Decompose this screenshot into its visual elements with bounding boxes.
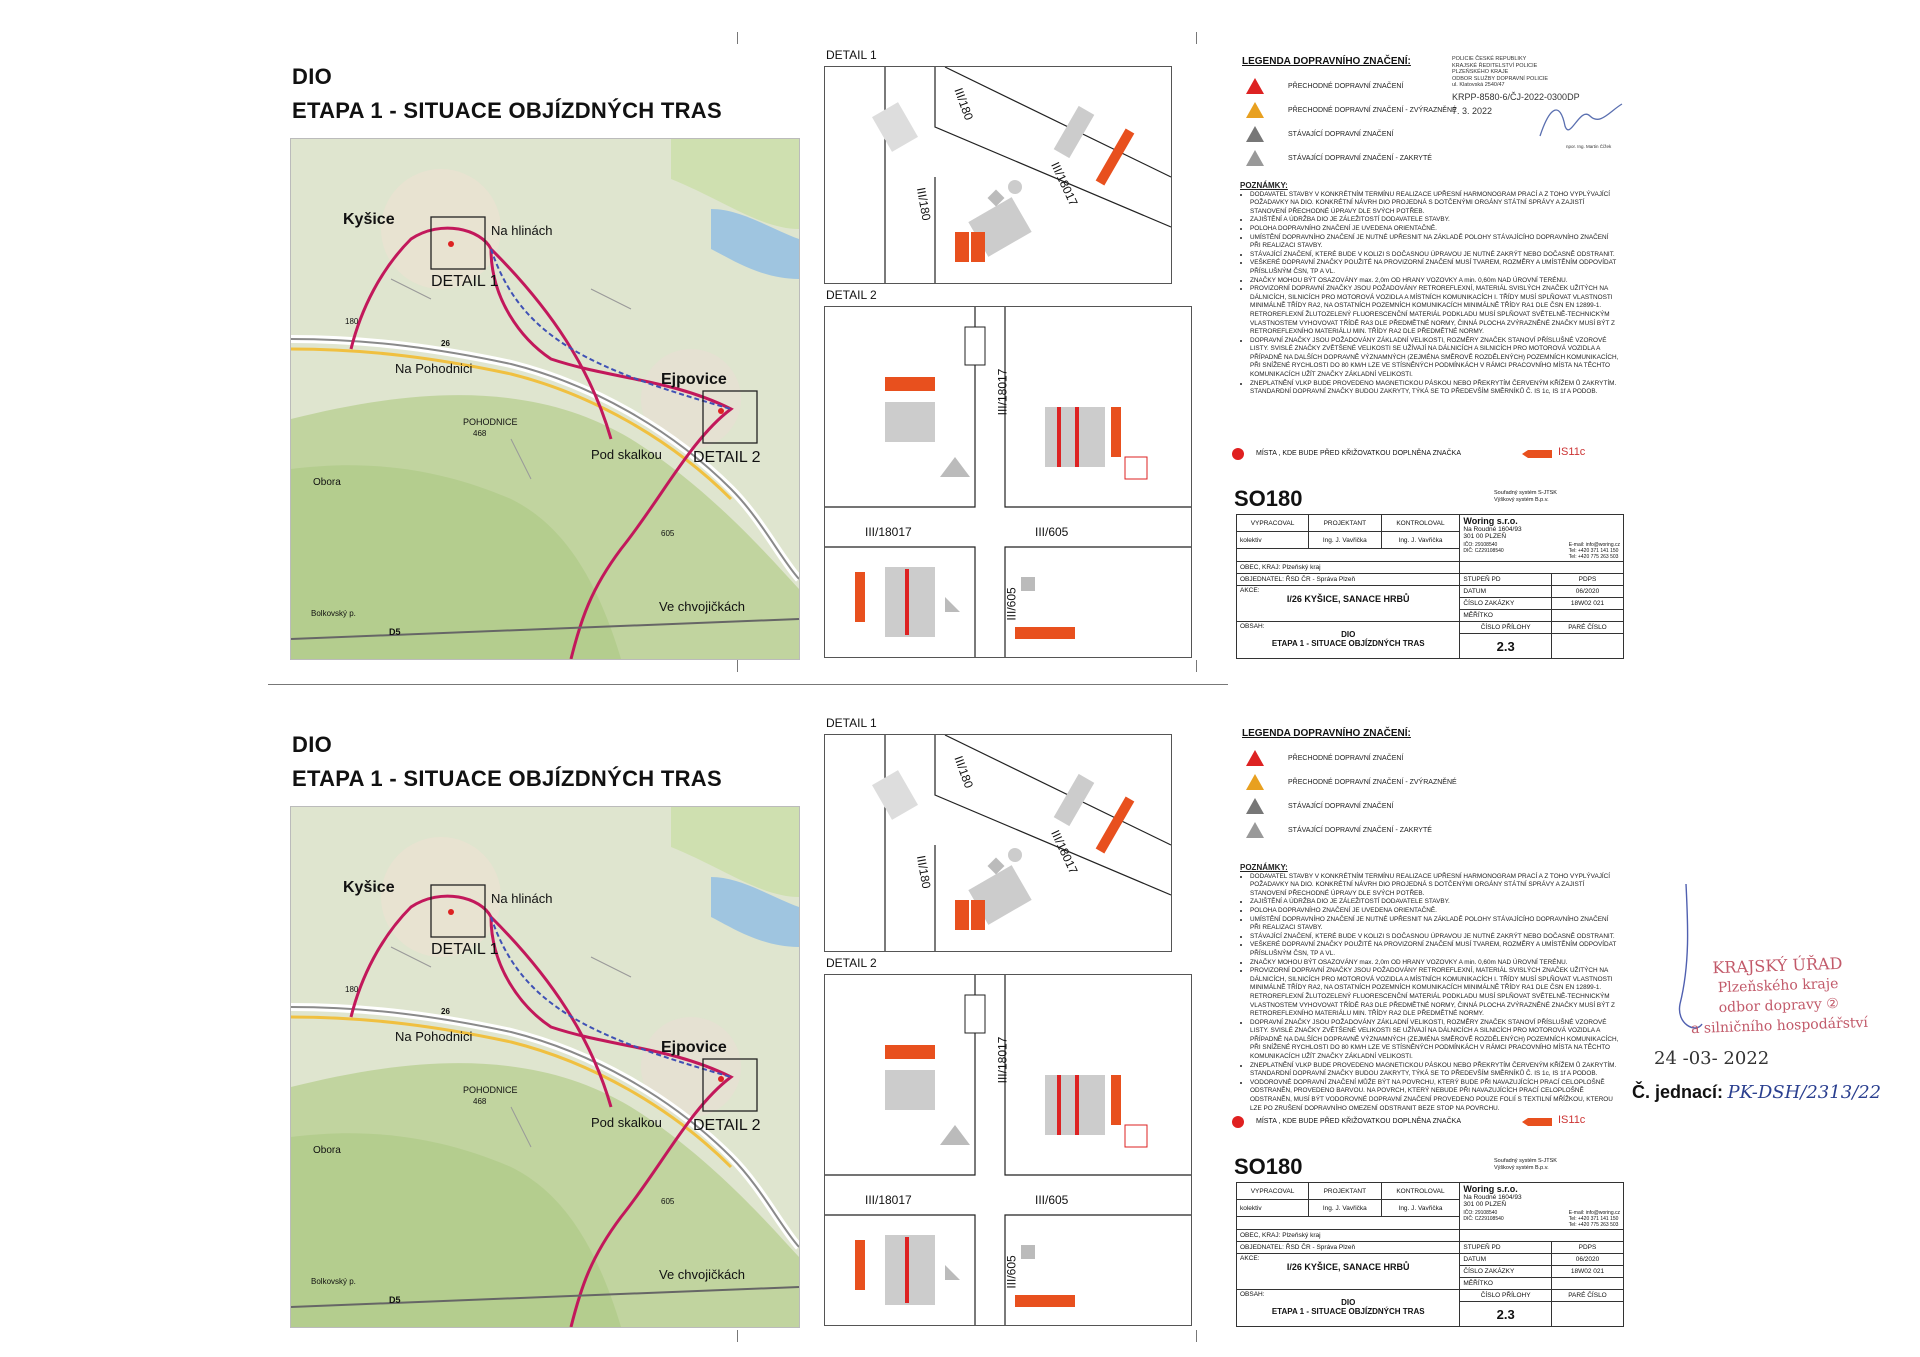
- tb-value-kontroloval: Ing. J. Vavřička: [1381, 532, 1460, 549]
- tb-company: [1460, 515, 1624, 562]
- tb-value-vypracoval: kolektiv: [1237, 1200, 1309, 1217]
- stamp-date: 24 -03- 2022: [1654, 1048, 1770, 1069]
- sheet-title-line2: ETAPA 1 - SITUACE OBJÍZDNÝCH TRAS: [292, 766, 722, 791]
- map-road-180: 180: [345, 985, 359, 994]
- map-label-ejpovice: Ejpovice: [661, 371, 727, 388]
- tb-zakazka-label: ČÍSLO ZAKÁZKY: [1460, 1266, 1552, 1278]
- note-item: • POLOHA DOPRAVNÍHO ZNAČENÍ JE UVEDENA ORIENTAČNĚ.: [1250, 225, 1620, 234]
- police-ref: KRPP-8580-6/ČJ-2022-0300DP: [1452, 92, 1580, 102]
- tb-tel2: Tel: +420 775 263 503: [1568, 1222, 1619, 1228]
- legend-item-1: PŘECHODNÉ DOPRAVNÍ ZNAČENÍ: [1288, 83, 1404, 90]
- legend-temporary-sign-icon: [1246, 78, 1264, 94]
- map-label-na-pohodnici: Na Pohodnici: [395, 361, 473, 376]
- map-label-na-hlinach: Na hlinách: [491, 891, 553, 906]
- note-item: • PROVIZORNÍ DOPRAVNÍ ZNAČKY JSOU POŽADOVÁNY RETROREFLEXNÍ, MATERIÁL SVISLÝCH ZNAČEK UŽITÝCH NA DÁLNICÍCH, SILNICÍCH PRO MOTOROVÁ VOZIDLA A MÍSTNÍCH KOMUNIKACÍCH I. TŘÍDY MUSÍ SPLŇOVAT VLASTNOSTI MINIMÁLNĚ TŘÍDY RA2, NA OSTATNÍCH POZEMNÍCH KOMUNIKACÍCH MINIMÁLNĚ TŘÍDY RA1 DLE ČSN EN 12899-1. RETROREFLEXNÍ ŽLUTOZELENÝ FLUORESCENČNÍ MATERIÁL PODKLADU MUSÍ SPLŇOVAT SVĚTELNĚ-TECHNICKÝM VLASTNOSTEM VYHOVOVAT TŘÍDĚ RA3 DLE PŘEDMĚTNÉ NORMY, ČINNÁ PLOCHA ZVÝRAZNĚNÉ ZNAČKY MUSÍ BÝT Z RETROREFLEXNÍHO MATERIÁLU MIN. TŘÍDY RA2 DLE PŘEDMĚTNÉ NORMY.: [1250, 285, 1620, 337]
- map-road-180: 180: [345, 317, 359, 326]
- tb-akce: I/26 KYŠICE, SANACE HRBŮ: [1286, 1262, 1410, 1272]
- map-label-kysice: Kyšice: [343, 211, 395, 228]
- map-label-ve-chvojickach: Ve chvojičkách: [659, 599, 745, 614]
- case-number: [1632, 1082, 1881, 1103]
- so-code: SO180: [1234, 486, 1303, 511]
- stamp-line-1: KRAJSKÝ ÚŘAD: [1712, 953, 1843, 978]
- tb-zakazka-label: ČÍSLO ZAKÁZKY: [1460, 598, 1552, 610]
- legend-title: LEGENDA DOPRAVNÍHO ZNAČENÍ:: [1242, 56, 1411, 67]
- map-label-ejpovice: Ejpovice: [661, 1039, 727, 1056]
- detail2-drawing: [824, 306, 1192, 658]
- tb-priloha: 2.3: [1460, 634, 1552, 659]
- regional-office-stamp: [1689, 953, 1869, 1039]
- police-line-1: POLICIE ČESKÉ REPUBLIKY: [1452, 56, 1527, 62]
- detail1-label: DETAIL 1: [826, 48, 877, 62]
- map-label-obora: Obora: [313, 477, 341, 488]
- map-road-26: 26: [441, 1007, 450, 1016]
- note-item: • DODAVATEL STAVBY V KONKRÉTNÍM TERMÍNU REALIZACE UPŘESNÍ HARMONOGRAM PRACÍ A Z TOHO VYPLÝVAJÍCÍ POŽADAVKY NA DIO. KONKRÉTNÍ NÁVRH DIO PROJEDNÁ S DOTČENÝMI ORGÁNY STÁTNÍ SPRÁVY A ZAJISTÍ STANOVENÍ PŘECHODNÉ ÚPRAVY DLE SVÝCH POTŘEB.: [1250, 873, 1620, 899]
- map-label-pohodnice: POHODNICE: [463, 1085, 518, 1095]
- crop-mark: [737, 660, 738, 672]
- tb-company-addr-2: 301 00 PLZEŇ: [1463, 533, 1507, 540]
- notes: [1240, 864, 1620, 1113]
- map-label-detail1: DETAIL 1: [431, 941, 499, 958]
- red-dot-icon: [1232, 1116, 1244, 1128]
- legend-item-3: STÁVAJÍCÍ DOPRAVNÍ ZNAČENÍ: [1288, 131, 1394, 138]
- legend-covered-sign-icon: [1246, 150, 1264, 166]
- legend-item-2: PŘECHODNÉ DOPRAVNÍ ZNAČENÍ - ZVÝRAZNĚNÉ: [1288, 779, 1457, 786]
- coordinate-system: [1494, 490, 1557, 504]
- tb-obsah-2: ETAPA 1 - SITUACE OBJÍZDNÝCH TRAS: [1271, 1307, 1425, 1316]
- stamp-number: ②: [1825, 995, 1840, 1013]
- detail2-road-2: III/18017: [865, 525, 912, 539]
- tb-meritko-label: MĚŘÍTKO: [1460, 610, 1552, 622]
- tb-obsah-label: OBSAH:: [1240, 623, 1265, 630]
- tb-email: E-mail: info@woring.cz: [1568, 542, 1620, 548]
- system-line-1: Souřadný systém S-JTSK: [1494, 1158, 1557, 1164]
- police-line-3: PLZEŇSKÉHO KRAJE: [1452, 69, 1509, 75]
- map-road-26: 26: [441, 339, 450, 348]
- map-label-na-hlinach: Na hlinách: [491, 223, 553, 238]
- tb-akce: I/26 KYŠICE, SANACE HRBŮ: [1286, 594, 1410, 604]
- note-item: • DOPRAVNÍ ZNAČKY JSOU POŽADOVÁNY ZÁKLADNÍ VELIKOSTI, ROZMĚRY ZNAČEK STANOVÍ PŘÍSLUŠNÉ VZOROVÉ LISTY. SVISLÉ ZNAČKY ZVĚTŠENÉ VELIKOSTI SE UŽÍVAJÍ NA DÁLNICÍCH A SILNICÍCH PRO MOTOROVÁ VOZIDLA A PŘÍPADNĚ NA DALŠÍCH DOPRAVNĚ VÝZNAMNÝCH (ZEJMÉNA SMĚROVĚ ROZDĚLENÝCH) POZEMNÍCH KOMUNIKACÍCH, PŘI SNÍŽENÉ RYCHLOSTI DO 80 KM/H LZE VE STÍSNĚNÝCH PODMÍNKÁCH V RÁMCI PRACOVNÍHO MÍSTA NA TĚCHTO KOMUNIKACÍCH UŽÍT ZNAČKY ZÁKLADNÍ VELIKOSTI.: [1250, 1019, 1620, 1062]
- tb-header-projektant: PROJEKTANT: [1309, 515, 1382, 532]
- so-code: SO180: [1234, 1154, 1303, 1179]
- detail2-label: DETAIL 2: [826, 956, 877, 970]
- tb-datum-label: DATUM: [1460, 1254, 1552, 1266]
- crop-mark: [737, 32, 738, 44]
- tb-zakazka: 18W02 021: [1551, 1266, 1623, 1278]
- tb-dic: DIČ: CZ29108540: [1463, 548, 1504, 554]
- legend-item-2: PŘECHODNÉ DOPRAVNÍ ZNAČENÍ - ZVÝRAZNĚNÉ: [1288, 107, 1457, 114]
- legend-temporary-sign-icon: [1246, 750, 1264, 766]
- legend-item-1: PŘECHODNÉ DOPRAVNÍ ZNAČENÍ: [1288, 755, 1404, 762]
- legend-highlighted-sign-icon: [1246, 774, 1264, 790]
- note-item: • ZNAČKY MOHOU BÝT OSAZOVÁNY max. 2,0m OD HRANY VOZOVKY A min. 0,60m NAD ÚROVNÍ TERÉNU.: [1250, 277, 1620, 286]
- note-item: • PROVIZORNÍ DOPRAVNÍ ZNAČKY JSOU POŽADOVÁNY RETROREFLEXNÍ, MATERIÁL SVISLÝCH ZNAČEK UŽITÝCH NA DÁLNICÍCH, SILNICÍCH PRO MOTOROVÁ VOZIDLA A MÍSTNÍCH KOMUNIKACÍCH I. TŘÍDY MUSÍ SPLŇOVAT VLASTNOSTI MINIMÁLNĚ TŘÍDY RA2, NA OSTATNÍCH POZEMNÍCH KOMUNIKACÍCH MINIMÁLNĚ TŘÍDY RA1 DLE ČSN EN 12899-1. RETROREFLEXNÍ ŽLUTOZELENÝ FLUORESCENČNÍ MATERIÁL PODKLADU MUSÍ SPLŇOVAT SVĚTELNĚ-TECHNICKÝM VLASTNOSTEM VYHOVOVAT TŘÍDĚ RA3 DLE PŘEDMĚTNÉ NORMY, ČINNÁ PLOCHA ZVÝRAZNĚNÉ ZNAČKY MUSÍ BÝT Z RETROREFLEXNÍHO MATERIÁLU MIN. TŘÍDY RA2 DLE PŘEDMĚTNÉ NORMY.: [1250, 967, 1620, 1019]
- detail1-road-2: III/180: [913, 854, 934, 890]
- note-item: • DODAVATEL STAVBY V KONKRÉTNÍM TERMÍNU REALIZACE UPŘESNÍ HARMONOGRAM PRACÍ A Z TOHO VYPLÝVAJÍCÍ POŽADAVKY NA DIO. KONKRÉTNÍ NÁVRH DIO PROJEDNÁ S DOTČENÝMI ORGÁNY STÁTNÍ SPRÁVY A ZAJISTÍ STANOVENÍ PŘECHODNÉ ÚPRAVY DLE SVÝCH POTŘEB.: [1250, 191, 1620, 217]
- map-label-bolkovsky: Bolkovský p.: [311, 1277, 356, 1286]
- tb-stupen-label: STUPEŇ PD: [1460, 1242, 1552, 1254]
- detail2-label: DETAIL 2: [826, 288, 877, 302]
- tb-obec: Plzeňský kraj: [1282, 564, 1321, 571]
- tb-value-kontroloval: Ing. J. Vavřička: [1381, 1200, 1460, 1217]
- tb-company-name: Woring s.r.o.: [1463, 516, 1518, 526]
- detail2-road-3: III/605: [1035, 1193, 1069, 1207]
- tb-stupen: PDPS: [1551, 574, 1623, 586]
- legend-existing-sign-icon: [1246, 126, 1264, 142]
- marker-legend: [1232, 446, 1652, 466]
- tb-value-projektant: Ing. J. Vavřička: [1309, 1200, 1382, 1217]
- detail2-drawing: [824, 974, 1192, 1326]
- note-item: • POLOHA DOPRAVNÍHO ZNAČENÍ JE UVEDENA ORIENTAČNĚ.: [1250, 907, 1620, 916]
- tb-value-projektant: Ing. J. Vavřička: [1309, 532, 1382, 549]
- map-label-ve-chvojickach: Ve chvojičkách: [659, 1267, 745, 1282]
- note-item: • ZNEPLATNĚNÍ VLKP BUDE PROVEDENO MAGNETICKOU PÁSKOU NEBO PŘEKRYTÍM ČERVENÝM KŘÍŽEM Ů ZAKRYTÍM. STANDARDNÍ DOPRAVNÍ ZNAČKY BUDOU ZAKRYTY, TÝKÁ SE TO PŘEDEVŠÍM SMĚRNÍKŮ Č. IS 1c, IS 1f A PODOB.: [1250, 1062, 1620, 1079]
- map-label-pod-skalkou: Pod skalkou: [591, 1115, 662, 1130]
- tb-company-name: Woring s.r.o.: [1463, 1184, 1518, 1194]
- tb-objednatel: ŘSD ČR - Správa Plzeň: [1285, 576, 1356, 583]
- police-line-2: KRAJSKÉ ŘEDITELSTVÍ POLICIE: [1452, 62, 1538, 69]
- map-label-spot-height: 468: [473, 1097, 487, 1106]
- detail2-road-4: III/605: [1004, 1255, 1019, 1289]
- detail1-road-1: III/180: [951, 753, 976, 791]
- tb-obsah-1: DIO: [1341, 630, 1356, 639]
- tb-stupen: PDPS: [1551, 1242, 1623, 1254]
- tb-company: [1460, 1183, 1624, 1230]
- tb-stupen-label: STUPEŇ PD: [1460, 574, 1552, 586]
- note-item: • STÁVAJÍCÍ ZNAČENÍ, KTERÉ BUDE V KOLIZI S DOČASNOU ÚPRAVOU JE NUTNÉ ZAKRÝT NEBO DOČASNĚ ODSTRANIT.: [1250, 933, 1620, 942]
- title-block: [1236, 1182, 1624, 1327]
- tb-header-vypracoval: VYPRACOVAL: [1237, 1183, 1309, 1200]
- map-label-detail2: DETAIL 2: [693, 449, 761, 466]
- detail1-road-3: III/18017: [1048, 827, 1081, 877]
- sheet-title-line2: ETAPA 1 - SITUACE OBJÍZDNÝCH TRAS: [292, 98, 722, 123]
- tb-header-kontroloval: KONTROLOVAL: [1381, 515, 1460, 532]
- note-item: • STÁVAJÍCÍ ZNAČENÍ, KTERÉ BUDE V KOLIZI S DOČASNOU ÚPRAVOU JE NUTNÉ ZAKRÝT NEBO DOČASNĚ ODSTRANIT.: [1250, 251, 1620, 260]
- notes-title: POZNÁMKY:: [1240, 863, 1288, 872]
- note-item: • ZAJIŠTĚNÍ A ÚDRŽBA DIO JE ZÁLEŽITOSTÍ DODAVATELE STAVBY.: [1250, 216, 1620, 225]
- legend-item-4: STÁVAJÍCÍ DOPRAVNÍ ZNAČENÍ - ZAKRYTÉ: [1288, 155, 1432, 162]
- note-item: • UMÍSTĚNÍ DOPRAVNÍHO ZNAČENÍ JE NUTNÉ UPŘESNIT NA ZÁKLADĚ POLOHY STÁVAJÍCÍHO DOPRAVNÍHO ZNAČENÍ PŘI REALIZACI STAVBY.: [1250, 234, 1620, 251]
- map-road-605: 605: [661, 1197, 675, 1206]
- notes-list: [1240, 191, 1620, 397]
- legend-highlighted-sign-icon: [1246, 102, 1264, 118]
- tb-tel1: Tel: +420 371 141 150: [1568, 548, 1619, 554]
- detail1-road-1: III/180: [951, 85, 976, 123]
- tb-objednatel-label: OBJEDNATEL:: [1240, 576, 1284, 583]
- sheet-title-line1: DIO: [292, 732, 333, 757]
- detail1-drawing: [824, 734, 1172, 952]
- stamp-line-2: Plzeňského kraje: [1717, 975, 1839, 997]
- tb-company-addr-2: 301 00 PLZEŇ: [1463, 1201, 1507, 1208]
- tb-meritko-label: MĚŘÍTKO: [1460, 1278, 1552, 1290]
- note-item-extra: • VODOROVNÉ DOPRAVNÍ ZNAČENÍ MŮŽE BÝT NA POVRCHU, KTERÝ BUDE PŘI NAVAZUJÍCÍCH PRACÍ CELOPLOŠNĚ ODSTRANĚN, PROVEDENO BARVOU. NA POVRCH, KTERÝ NEBUDE PŘI NAVAZUJÍCÍCH PRACÍ CELOPLOŠNĚ ODSTRANĚN, MUSÍ BÝT VODOROVNÉ DOPRAVNÍ ZNAČENÍ PROVEDENO POUZE FOLIÍ S TEXTILNÍ MŘÍŽKOU, KTEROU LZE PO ZRUŠENÍ DOPRAVNÍHO OMEZENÍ ODSTRANIT BEZE STOP NA POVRCHU.: [1250, 1079, 1620, 1113]
- map-label-spot-height: 468: [473, 429, 487, 438]
- map-road-605: 605: [661, 529, 675, 538]
- police-officer: npor. Ing. Martin Čížek: [1566, 144, 1612, 149]
- police-signature-icon: [1530, 96, 1630, 142]
- stamp-line-4: a silničního hospodářství: [1690, 1014, 1869, 1038]
- detail2-road-3: III/605: [1035, 525, 1069, 539]
- police-line-5: ul. Klatovská 2540/47: [1452, 82, 1505, 88]
- sheet-title-line1: DIO: [292, 64, 333, 89]
- case-number-label: Č. jednací:: [1632, 1082, 1724, 1102]
- note-item: • ZNEPLATNĚNÍ VLKP BUDE PROVEDENO MAGNETICKOU PÁSKOU NEBO PŘEKRYTÍM ČERVENÝM KŘÍŽEM Ů ZAKRYTÍM. STANDARDNÍ DOPRAVNÍ ZNAČKY BUDOU ZAKRYTY, TÝKÁ SE TO PŘEDEVŠÍM SMĚRNÍKŮ Č. IS 1c, IS 1f A PODOB.: [1250, 380, 1620, 397]
- tb-priloha: 2.3: [1460, 1302, 1552, 1327]
- system-line-2: Výškový systém B.p.v.: [1494, 497, 1549, 503]
- tb-header-vypracoval: VYPRACOVAL: [1237, 515, 1309, 532]
- is11c-sign-icon: [1522, 1118, 1552, 1126]
- marker-text: MÍSTA , KDE BUDE PŘED KŘIŽOVATKOU DOPLNĚNA ZNAČKA: [1256, 1118, 1461, 1125]
- notes-list: [1240, 873, 1620, 1114]
- tb-obsah-1: DIO: [1341, 1298, 1356, 1307]
- tb-header-kontroloval: KONTROLOVAL: [1381, 1183, 1460, 1200]
- case-number-value: PK-DSH/2313/22: [1727, 1082, 1882, 1103]
- marker-legend: [1232, 1114, 1652, 1134]
- system-line-1: Souřadný systém S-JTSK: [1494, 490, 1557, 496]
- tb-datum: 06/2020: [1551, 1254, 1623, 1266]
- drawing-sheet: [0, 20, 1920, 680]
- tb-akce-label: AKCE:: [1240, 587, 1260, 594]
- tb-pare-label: PARÉ ČÍSLO: [1551, 622, 1623, 634]
- note-item: • VEŠKERÉ DOPRAVNÍ ZNAČKY POUŽITÉ NA PROVIZORNÍ ZNAČENÍ MUSÍ TVAREM, ROZMĚRY A UMÍSTĚNÍM ODPOVÍDAT PŘÍSLUŠNÝM ČSN, TP A VL.: [1250, 941, 1620, 958]
- tb-company-addr-1: Na Roudné 1604/93: [1463, 526, 1522, 533]
- marker-sign-code: IS11c: [1558, 446, 1586, 458]
- tb-tel1: Tel: +420 371 141 150: [1568, 1216, 1619, 1222]
- overview-map: [290, 806, 800, 1328]
- map-label-pod-skalkou: Pod skalkou: [591, 447, 662, 462]
- detail1-label: DETAIL 1: [826, 716, 877, 730]
- legend: [1244, 750, 1504, 846]
- tb-pare-label: PARÉ ČÍSLO: [1551, 1290, 1623, 1302]
- sheet-divider: [268, 684, 1228, 685]
- marker-sign-code: IS11c: [1558, 1114, 1586, 1126]
- tb-datum: 06/2020: [1551, 586, 1623, 598]
- tb-priloha-label: ČÍSLO PŘÍLOHY: [1460, 622, 1552, 634]
- detail2-road-1: III/18017: [995, 368, 1010, 416]
- map-label-bolkovsky: Bolkovský p.: [311, 609, 356, 618]
- note-item: • DOPRAVNÍ ZNAČKY JSOU POŽADOVÁNY ZÁKLADNÍ VELIKOSTI, ROZMĚRY ZNAČEK STANOVÍ PŘÍSLUŠNÉ VZOROVÉ LISTY. SVISLÉ ZNAČKY ZVĚTŠENÉ VELIKOSTI SE UŽÍVAJÍ NA DÁLNICÍCH A SILNICÍCH PRO MOTOROVÁ VOZIDLA A PŘÍPADNĚ NA DALŠÍCH DOPRAVNĚ VÝZNAMNÝCH (ZEJMÉNA SMĚROVĚ ROZDĚLENÝCH) POZEMNÍCH KOMUNIKACÍCH, PŘI SNÍŽENÉ RYCHLOSTI DO 80 KM/H LZE VE STÍSNĚNÝCH PODMÍNKÁCH V RÁMCI PRACOVNÍHO MÍSTA NA TĚCHTO KOMUNIKACÍCH UŽÍT ZNAČKY ZÁKLADNÍ VELIKOSTI.: [1250, 337, 1620, 380]
- crop-mark: [1196, 660, 1197, 672]
- police-line-4: ODBOR SLUŽBY DOPRAVNÍ POLICIE: [1452, 75, 1549, 82]
- map-road-d5: D5: [389, 627, 401, 637]
- tb-priloha-label: ČÍSLO PŘÍLOHY: [1460, 1290, 1552, 1302]
- map-label-pohodnice: POHODNICE: [463, 417, 518, 427]
- detail1-drawing: [824, 66, 1172, 284]
- coordinate-system: [1494, 1158, 1557, 1172]
- map-label-detail2: DETAIL 2: [693, 1117, 761, 1134]
- marker-text: MÍSTA , KDE BUDE PŘED KŘIŽOVATKOU DOPLNĚNA ZNAČKA: [1256, 450, 1461, 457]
- detail1-graphic: [825, 735, 1171, 951]
- legend-covered-sign-icon: [1246, 822, 1264, 838]
- system-line-2: Výškový systém B.p.v.: [1494, 1165, 1549, 1171]
- tb-meritko: [1551, 610, 1623, 622]
- tb-ico: IČO: 29108540: [1463, 542, 1498, 548]
- detail1-road-3: III/18017: [1048, 159, 1081, 209]
- detail2-road-1: III/18017: [995, 1036, 1010, 1084]
- map-label-obora: Obora: [313, 1145, 341, 1156]
- crop-mark: [1196, 32, 1197, 44]
- tb-email: E-mail: info@woring.cz: [1568, 1210, 1620, 1216]
- map-label-na-pohodnici: Na Pohodnici: [395, 1029, 473, 1044]
- note-item: • ZNAČKY MOHOU BÝT OSAZOVÁNY max. 2,0m OD HRANY VOZOVKY A min. 0,60m NAD ÚROVNÍ TERÉNU.: [1250, 959, 1620, 968]
- crop-mark: [1196, 1330, 1197, 1342]
- tb-tel2: Tel: +420 775 263 503: [1568, 554, 1619, 560]
- legend-title: LEGENDA DOPRAVNÍHO ZNAČENÍ:: [1242, 728, 1411, 739]
- notes-title: POZNÁMKY:: [1240, 181, 1288, 190]
- detail2-road-2: III/18017: [865, 1193, 912, 1207]
- tb-meritko: [1551, 1278, 1623, 1290]
- stamp-line-3: odbor dopravy: [1718, 996, 1823, 1017]
- map-label-kysice: Kyšice: [343, 879, 395, 896]
- note-item: • VEŠKERÉ DOPRAVNÍ ZNAČKY POUŽITÉ NA PROVIZORNÍ ZNAČENÍ MUSÍ TVAREM, ROZMĚRY A UMÍSTĚNÍM ODPOVÍDAT PŘÍSLUŠNÝM ČSN, TP A VL.: [1250, 259, 1620, 276]
- crop-mark: [737, 1330, 738, 1342]
- tb-objednatel-label: OBJEDNATEL:: [1240, 1244, 1284, 1251]
- map-label-detail1: DETAIL 1: [431, 273, 499, 290]
- tb-datum-label: DATUM: [1460, 586, 1552, 598]
- tb-company-addr-1: Na Roudné 1604/93: [1463, 1194, 1522, 1201]
- notes: [1240, 182, 1620, 397]
- police-stamp: [1452, 56, 1548, 89]
- detail1-graphic: [825, 67, 1171, 283]
- tb-obec-label: OBEC, KRAJ:: [1240, 1232, 1281, 1239]
- detail2-road-4: III/605: [1004, 587, 1019, 621]
- is11c-sign-icon: [1522, 450, 1552, 458]
- note-item: • ZAJIŠTĚNÍ A ÚDRŽBA DIO JE ZÁLEŽITOSTÍ DODAVATELE STAVBY.: [1250, 898, 1620, 907]
- tb-ico: IČO: 29108540: [1463, 1210, 1498, 1216]
- tb-zakazka: 18W02 021: [1551, 598, 1623, 610]
- tb-obec: Plzeňský kraj: [1282, 1232, 1321, 1239]
- legend-item-4: STÁVAJÍCÍ DOPRAVNÍ ZNAČENÍ - ZAKRYTÉ: [1288, 827, 1432, 834]
- map-road-d5: D5: [389, 1295, 401, 1305]
- title-block: [1236, 514, 1624, 659]
- tb-header-projektant: PROJEKTANT: [1309, 1183, 1382, 1200]
- legend-item-3: STÁVAJÍCÍ DOPRAVNÍ ZNAČENÍ: [1288, 803, 1394, 810]
- legend-existing-sign-icon: [1246, 798, 1264, 814]
- police-date: 7. 3. 2022: [1452, 106, 1493, 116]
- tb-obsah-label: OBSAH:: [1240, 1291, 1265, 1298]
- overview-map: [290, 138, 800, 660]
- detail1-road-2: III/180: [913, 186, 934, 222]
- drawing-sheet: [0, 688, 1920, 1348]
- tb-akce-label: AKCE:: [1240, 1255, 1260, 1262]
- note-item: • UMÍSTĚNÍ DOPRAVNÍHO ZNAČENÍ JE NUTNÉ UPŘESNIT NA ZÁKLADĚ POLOHY STÁVAJÍCÍHO DOPRAVNÍHO ZNAČENÍ PŘI REALIZACI STAVBY.: [1250, 916, 1620, 933]
- tb-objednatel: ŘSD ČR - Správa Plzeň: [1285, 1244, 1356, 1251]
- tb-obsah-2: ETAPA 1 - SITUACE OBJÍZDNÝCH TRAS: [1271, 639, 1425, 648]
- tb-value-vypracoval: kolektiv: [1237, 532, 1309, 549]
- red-dot-icon: [1232, 448, 1244, 460]
- tb-dic: DIČ: CZ29108540: [1463, 1216, 1504, 1222]
- tb-obec-label: OBEC, KRAJ:: [1240, 564, 1281, 571]
